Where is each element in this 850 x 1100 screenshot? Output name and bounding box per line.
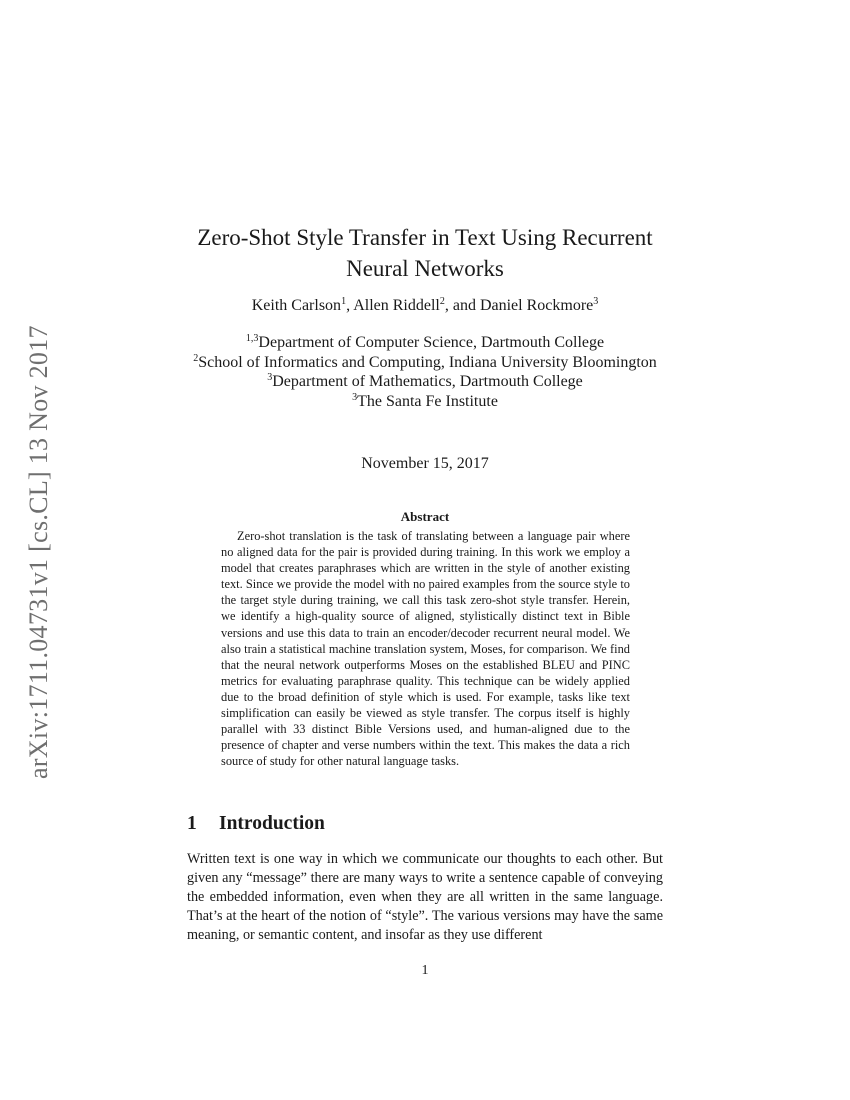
author-separator: , and [444, 297, 480, 314]
author-list [180, 296, 670, 316]
author-name: Keith Carlson [251, 297, 342, 314]
affiliation-marker: 3 [352, 391, 358, 403]
section-title: Introduction [219, 813, 325, 834]
abstract-heading: Abstract [400, 509, 450, 524]
affiliation-marker: 3 [267, 372, 273, 383]
section-number: 1 [187, 813, 197, 834]
affiliation-marker: 2 [193, 352, 199, 364]
section-heading [187, 813, 667, 835]
author-affiliation-marker: 1 [341, 296, 347, 307]
affiliation-text: School of Informatics and Computing, Indiana University Bloomington [198, 353, 657, 371]
affiliation-line [180, 372, 670, 392]
affiliation-text: Department of Mathematics, Dartmouth College [272, 373, 583, 390]
affiliation-marker: 1,3 [245, 333, 259, 344]
affiliation-text: The Santa Fe Institute [357, 392, 498, 410]
author-affiliation-marker: 2 [439, 296, 445, 307]
author-affiliation-marker: 3 [593, 296, 599, 307]
affiliation-line [180, 333, 670, 353]
paper-title: Zero-Shot Style Transfer in Text Using Recurrent Neural Networks [197, 225, 653, 281]
author-name: Allen Riddell [353, 297, 440, 314]
abstract-text: Zero-shot translation is the task of translating between a language pair where no aligned data for the pair is provided during training. In this work we employ a model that creates paraphrases which are written in the style of another existing text. Since we provide the model with no paired examples from the source style to the target style during training, we call this task zero-shot style transfer. Herein, we identify a high-quality source of aligned, stylistically distinct text in Bible versions and use this data to train an encoder/decoder recurrent neural model. We also train a statistical machine translation system, Moses, for comparison. We find that the neural network outperforms Moses on the established BLEU and PINC metrics for evaluating paraphrase quality. This technique can be widely applied due to the broad definition of style which is used. For example, tasks like text simplification can easily be viewed as style transfer. The corpus itself is highly parallel with 33 distinct Bible Versions used, and human-aligned due to the presence of chapter and verse numbers within the text. This makes the data a rich source of study for other natural language tasks. [221, 529, 630, 769]
page-number: 1 [421, 963, 429, 978]
affiliation-line [180, 392, 670, 412]
affiliation-line [180, 353, 670, 373]
publication-date: November 15, 2017 [361, 455, 489, 472]
author-separator: , [346, 297, 354, 314]
arxiv-identifier-stamp: arXiv:1711.04731v1 [cs.CL] 13 Nov 2017 [24, 325, 53, 780]
introduction-paragraph: Written text is one way in which we communicate our thoughts to each other. But given any “message” there are many ways to write a sentence capable of conveying the embedded information, even when they are all written in the same language. That’s at the heart of the notion of “style”. The various versions may have the same meaning, or semantic content, and insofar as they use different [187, 851, 663, 943]
author-name: Daniel Rockmore [479, 297, 594, 314]
affiliation-text: Department of Computer Science, Dartmouth College [258, 334, 605, 351]
affiliation-list [180, 333, 670, 411]
